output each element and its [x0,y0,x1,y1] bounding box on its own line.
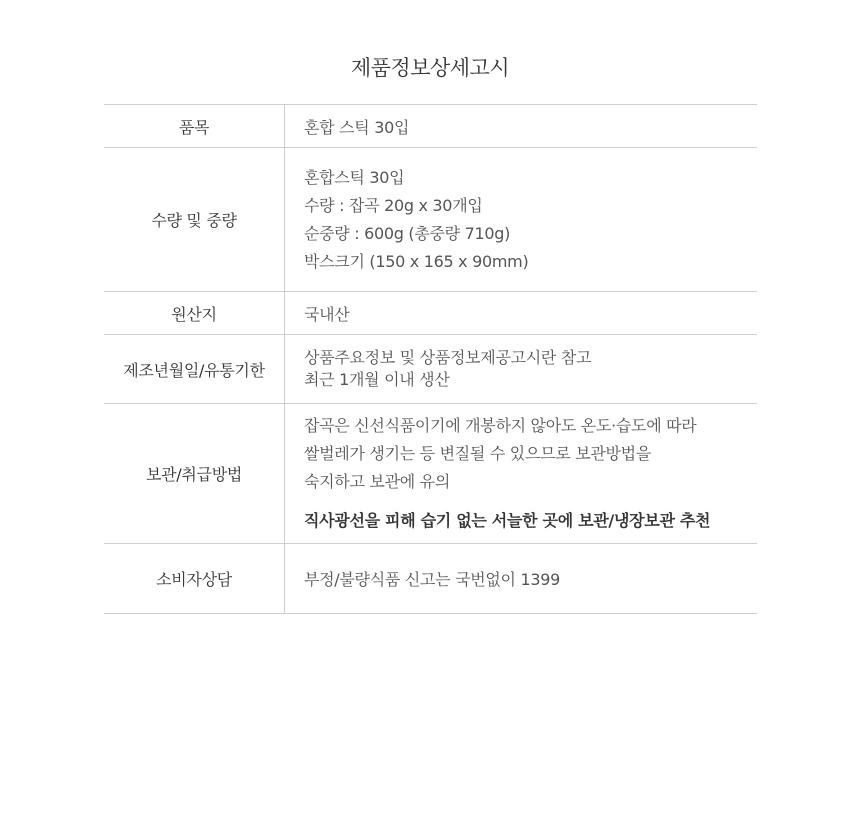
table-row-item [104,105,757,148]
table-row-quantity-weight [104,148,757,292]
row-label: 수량 및 중량 [104,148,285,292]
row-label: 제조년월일/유통기한 [104,335,285,404]
row-value [285,544,758,614]
value-line: 최근 1개월 이내 생산 [304,370,450,389]
value-line: 박스크기 (150 x 165 x 90mm) [304,251,529,271]
table-row-origin [104,292,757,335]
table-row-storage-handling [104,404,757,544]
row-value [285,335,758,404]
product-info-table [104,104,757,614]
row-value [285,105,758,148]
row-label: 원산지 [104,292,285,335]
table-row-manufacture-expiry [104,335,757,404]
value-line: 상품주요정보 및 상품정보제공고시란 참고 [304,348,592,367]
row-value [285,148,758,292]
page-title: 제품정보상세고시 [350,56,510,80]
value-line: 잡곡은 신선식품이기에 개봉하지 않아도 온도·습도에 따라 [304,416,697,435]
storage-emphasis-text: 직사광선을 피해 습기 없는 서늘한 곳에 보관/냉장보관 추천 [304,511,711,530]
row-label: 보관/취급방법 [104,404,285,544]
value-line: 순중량 : 600g (총중량 710g) [304,223,511,243]
row-value [285,292,758,335]
value-line: 쌀벌레가 생기는 등 변질될 수 있으므로 보관방법을 [304,444,651,463]
value-line: 국내산 [304,304,350,324]
value-line: 숙지하고 보관에 유의 [304,472,450,491]
value-line: 혼합 스틱 30입 [304,117,410,137]
row-label: 품목 [104,105,285,148]
table-row-consumer-support [104,544,757,614]
value-line: 수량 : 잡곡 20g x 30개입 [304,195,483,215]
value-line: 부정/불량식품 신고는 국번없이 1399 [304,570,560,589]
row-value [285,404,758,544]
value-line: 혼합스틱 30입 [304,167,405,187]
row-label: 소비자상담 [104,544,285,614]
